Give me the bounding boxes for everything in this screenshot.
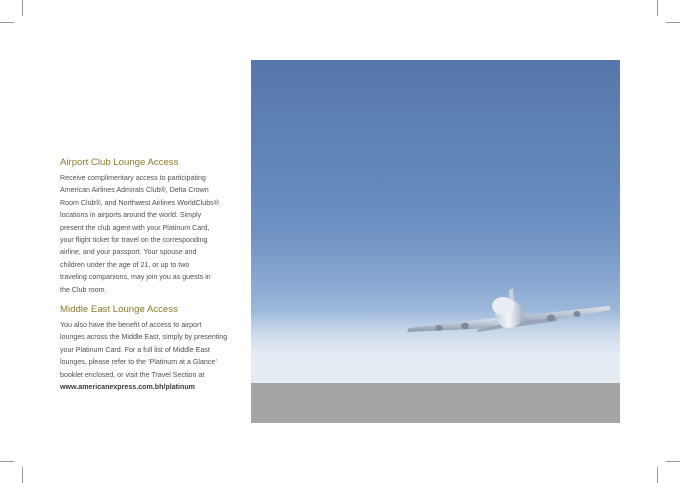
body-line: Room Club®, and Northwest Airlines WorldClubs® <box>60 198 219 207</box>
body-line: your flight ticket for travel on the corresponding <box>60 236 208 245</box>
crop-mark-top-right-h <box>666 22 680 23</box>
body-line: locations in airports around the world. Simply <box>60 211 202 220</box>
body-line: American Airlines Admirals Club®, Delta Crown <box>60 186 209 195</box>
airplane-photo <box>251 60 620 423</box>
body-line: present the club agent with your Platinum Card, <box>60 223 210 232</box>
body-line: airline, and your passport. Your spouse and <box>60 248 197 257</box>
body-line: lounges, please refer to the ‘Platinum at a Glance’ <box>60 358 217 367</box>
section-body-airport-lounge <box>60 172 250 296</box>
body-line: You also have the benefit of access to airport <box>60 321 202 330</box>
body-line: lounges across the Middle East, simply by presenting <box>60 333 228 342</box>
text-column <box>60 156 250 394</box>
crop-mark-top-left <box>22 0 23 16</box>
body-line: booklet enclosed, or visit the Travel Section at <box>60 370 205 379</box>
body-line: the Club room. <box>60 285 107 294</box>
crop-mark-bottom-right <box>657 467 658 483</box>
section-body-middle-east-lounge <box>60 319 250 393</box>
crop-mark-bottom-left <box>22 467 23 483</box>
crop-mark-top-left-h <box>0 22 14 23</box>
platinum-website-link[interactable]: www.americanexpress.com.bh/platinum <box>60 383 195 392</box>
body-line: traveling companions, may join you as guests in <box>60 273 211 282</box>
section-heading-airport-lounge: Airport Club Lounge Access <box>60 157 179 168</box>
body-line: Receive complimentary access to participating <box>60 174 206 182</box>
section-heading-middle-east-lounge: Middle East Lounge Access <box>60 304 178 316</box>
crop-mark-top-right <box>657 0 658 16</box>
crop-mark-bottom-left-h <box>0 461 14 462</box>
crop-mark-bottom-right-h <box>666 461 680 462</box>
body-line: your Platinum Card. For a full list of Middle East <box>60 345 210 354</box>
body-line: children under the age of 21, or up to two <box>60 260 190 269</box>
airplane-icon <box>251 60 620 423</box>
